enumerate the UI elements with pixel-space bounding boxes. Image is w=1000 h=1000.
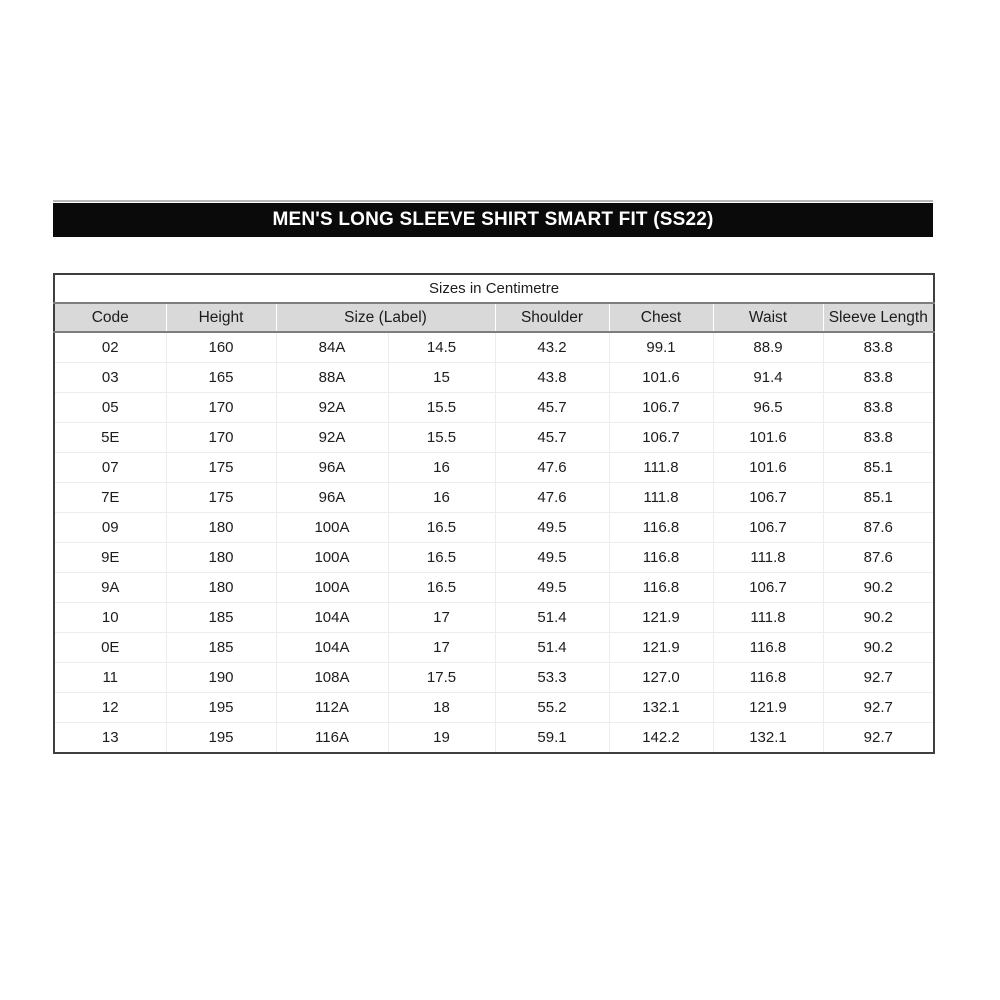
table-row [54,693,934,723]
cell: 16 [388,453,495,483]
cell: 132.1 [609,693,713,723]
cell: 121.9 [609,603,713,633]
cell: 101.6 [609,363,713,393]
cell: 83.8 [823,363,934,393]
cell: 49.5 [495,543,609,573]
cell: 92.7 [823,663,934,693]
table-row [54,573,934,603]
cell: 85.1 [823,483,934,513]
table-row [54,423,934,453]
table-header-row [54,303,934,332]
col-header-chest: Chest [609,303,713,332]
table-row [54,483,934,513]
cell: 92A [276,423,388,453]
cell: 111.8 [609,483,713,513]
cell: 47.6 [495,483,609,513]
cell: 116A [276,723,388,754]
cell: 15.5 [388,393,495,423]
cell: 111.8 [713,543,823,573]
cell: 96.5 [713,393,823,423]
col-header-waist: Waist [713,303,823,332]
cell: 195 [166,693,276,723]
cell: 175 [166,483,276,513]
cell: 142.2 [609,723,713,754]
cell: 92.7 [823,723,934,754]
cell: 0E [54,633,166,663]
col-header-size-label: Size (Label) [276,303,495,332]
table-caption-row [54,274,934,303]
cell: 14.5 [388,332,495,363]
cell: 116.8 [713,663,823,693]
cell: 87.6 [823,513,934,543]
cell: 185 [166,603,276,633]
cell: 106.7 [609,423,713,453]
cell: 15.5 [388,423,495,453]
cell: 03 [54,363,166,393]
cell: 51.4 [495,633,609,663]
cell: 43.2 [495,332,609,363]
cell: 180 [166,573,276,603]
cell: 16.5 [388,573,495,603]
cell: 111.8 [713,603,823,633]
cell: 18 [388,693,495,723]
title-top-divider [53,200,933,202]
cell: 195 [166,723,276,754]
cell: 90.2 [823,573,934,603]
cell: 106.7 [713,513,823,543]
table-row [54,543,934,573]
table-caption: Sizes in Centimetre [54,274,934,303]
table-row [54,633,934,663]
cell: 83.8 [823,393,934,423]
cell: 90.2 [823,633,934,663]
page-title: MEN'S LONG SLEEVE SHIRT SMART FIT (SS22) [272,209,714,230]
table-row [54,603,934,633]
cell: 116.8 [713,633,823,663]
cell: 9A [54,573,166,603]
cell: 111.8 [609,453,713,483]
cell: 160 [166,332,276,363]
table-row [54,663,934,693]
cell: 02 [54,332,166,363]
cell: 190 [166,663,276,693]
cell: 106.7 [609,393,713,423]
cell: 92A [276,393,388,423]
cell: 09 [54,513,166,543]
cell: 9E [54,543,166,573]
cell: 175 [166,453,276,483]
cell: 11 [54,663,166,693]
cell: 121.9 [713,693,823,723]
cell: 116.8 [609,573,713,603]
size-chart-table [53,273,935,754]
cell: 101.6 [713,453,823,483]
cell: 180 [166,543,276,573]
cell: 99.1 [609,332,713,363]
cell: 51.4 [495,603,609,633]
cell: 53.3 [495,663,609,693]
table-row [54,453,934,483]
cell: 05 [54,393,166,423]
cell: 100A [276,513,388,543]
table-row [54,723,934,754]
cell: 92.7 [823,693,934,723]
cell: 104A [276,633,388,663]
cell: 116.8 [609,513,713,543]
cell: 100A [276,543,388,573]
cell: 19 [388,723,495,754]
cell: 16 [388,483,495,513]
cell: 13 [54,723,166,754]
cell: 106.7 [713,483,823,513]
cell: 49.5 [495,573,609,603]
cell: 10 [54,603,166,633]
table-body [54,332,934,753]
cell: 83.8 [823,423,934,453]
cell: 7E [54,483,166,513]
cell: 15 [388,363,495,393]
cell: 84A [276,332,388,363]
table-row [54,363,934,393]
title-bar [53,203,933,237]
cell: 85.1 [823,453,934,483]
cell: 108A [276,663,388,693]
cell: 47.6 [495,453,609,483]
cell: 100A [276,573,388,603]
cell: 104A [276,603,388,633]
cell: 45.7 [495,393,609,423]
cell: 101.6 [713,423,823,453]
cell: 45.7 [495,423,609,453]
cell: 55.2 [495,693,609,723]
cell: 96A [276,483,388,513]
cell: 5E [54,423,166,453]
cell: 185 [166,633,276,663]
cell: 180 [166,513,276,543]
cell: 88.9 [713,332,823,363]
cell: 49.5 [495,513,609,543]
cell: 132.1 [713,723,823,754]
cell: 88A [276,363,388,393]
cell: 112A [276,693,388,723]
col-header-code: Code [54,303,166,332]
cell: 87.6 [823,543,934,573]
cell: 59.1 [495,723,609,754]
cell: 12 [54,693,166,723]
cell: 17 [388,603,495,633]
cell: 16.5 [388,513,495,543]
cell: 90.2 [823,603,934,633]
cell: 17 [388,633,495,663]
cell: 16.5 [388,543,495,573]
col-header-height: Height [166,303,276,332]
cell: 83.8 [823,332,934,363]
col-header-sleeve-length: Sleeve Length [823,303,934,332]
cell: 17.5 [388,663,495,693]
cell: 121.9 [609,633,713,663]
cell: 165 [166,363,276,393]
cell: 116.8 [609,543,713,573]
cell: 07 [54,453,166,483]
cell: 96A [276,453,388,483]
table-row [54,513,934,543]
cell: 106.7 [713,573,823,603]
col-header-shoulder: Shoulder [495,303,609,332]
cell: 170 [166,423,276,453]
cell: 91.4 [713,363,823,393]
cell: 127.0 [609,663,713,693]
cell: 170 [166,393,276,423]
table-row [54,393,934,423]
cell: 43.8 [495,363,609,393]
table-row [54,332,934,363]
